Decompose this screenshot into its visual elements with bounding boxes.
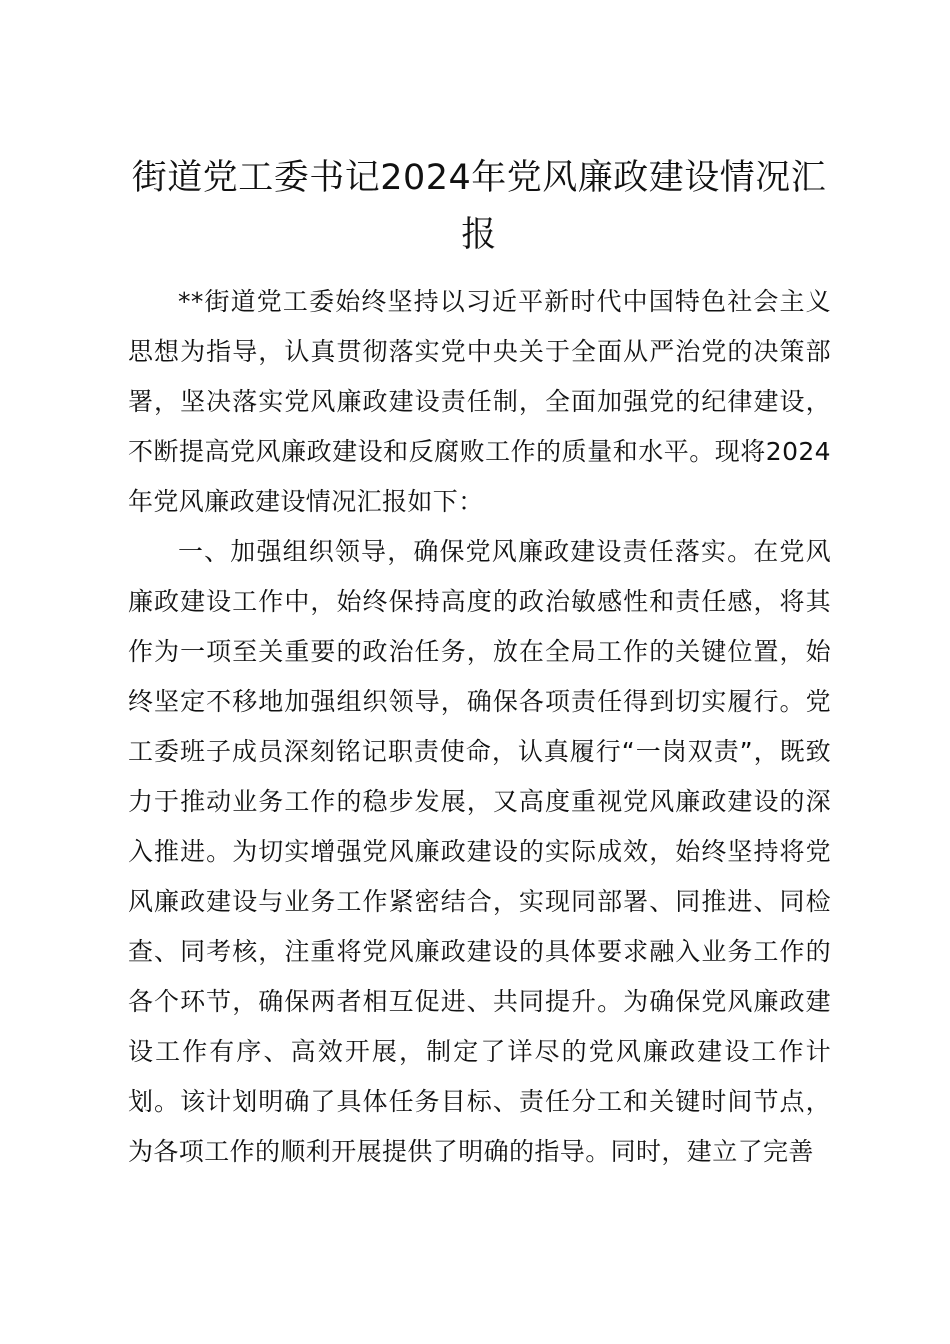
intro-paragraph: **街道党工委始终坚持以习近平新时代中国特色社会主义思想为指导，认真贯彻落实党中央关于全面从严治党的决策部署，坚决落实党风廉政建设责任制，全面加强党的纪律建设，不断提高党风廉政建设和反腐败工作的质量和水平。现将2024年党风廉政建设情况汇报如下： (128, 287, 831, 516)
document-body (128, 277, 831, 1177)
section-one-paragraph: 一、加强组织领导，确保党风廉政建设责任落实。在党风廉政建设工作中，始终保持高度的政治敏感性和责任感，将其作为一项至关重要的政治任务，放在全局工作的关键位置，始终坚定不移地加强组织领导，确保各项责任得到切实履行。党工委班子成员深刻铭记职责使命，认真履行“一岗双责”，既致力于推动业务工作的稳步发展，又高度重视党风廉政建设的深入推进。为切实增强党风廉政建设的实际成效，始终坚持将党风廉政建设与业务工作紧密结合，实现同部署、同推进、同检查、同考核，注重将党风廉政建设的具体要求融入业务工作的各个环节，确保两者相互促进、共同提升。为确保党风廉政建设工作有序、高效开展，制定了详尽的党风廉政建设工作计划。该计划明确了具体任务目标、责任分工和关键时间节点，为各项工作的顺利开展提供了明确的指导。同时，建立了完善 (128, 537, 831, 1166)
document-title: 街道党工委书记2024年党风廉政建设情况汇报 (131, 158, 827, 255)
